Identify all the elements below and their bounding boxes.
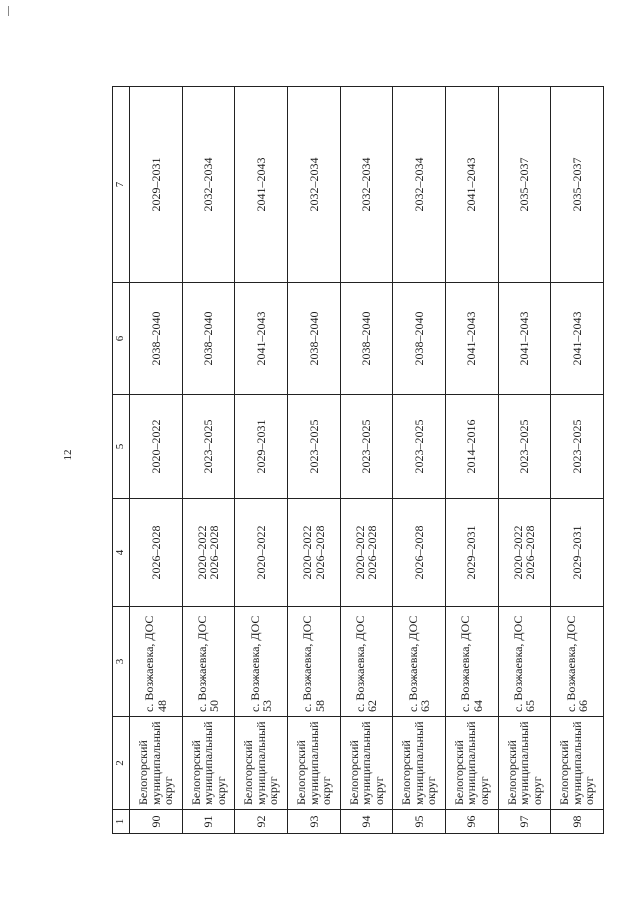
col4-period: 2026–2028 [148, 525, 163, 580]
col6-cell: 2038–2040 [130, 283, 183, 395]
col4-period: 2020–2022 [352, 525, 367, 580]
col6-cell: 2038–2040 [393, 283, 446, 395]
table-row [340, 87, 393, 834]
scan-mark [8, 6, 9, 16]
place-cell: с. Возжаевка, ДОС 58 [287, 607, 340, 717]
table-row [393, 87, 446, 834]
col7-cell: 2035–2037 [551, 87, 604, 283]
place-cell: с. Возжаевка, ДОС 62 [340, 607, 393, 717]
page-number: 12 [62, 449, 74, 461]
district-cell: Белогорский муниципальный округ [235, 717, 288, 810]
col5-cell: 2023–2025 [287, 395, 340, 499]
row-number: 95 [393, 810, 446, 834]
col5-cell: 2020–2022 [130, 395, 183, 499]
header-col-5: 5 [113, 395, 130, 499]
row-number: 92 [235, 810, 288, 834]
col5-cell: 2014–2016 [445, 395, 498, 499]
header-col-6: 6 [113, 283, 130, 395]
place-cell: с. Возжаевка, ДОС 53 [235, 607, 288, 717]
header-row [113, 87, 130, 834]
col4-period: 2020–2022 [194, 525, 209, 580]
row-number: 98 [551, 810, 604, 834]
row-number: 90 [130, 810, 183, 834]
col4-period: 2026–2028 [207, 525, 222, 580]
row-number: 93 [287, 810, 340, 834]
header-col-4: 4 [113, 499, 130, 607]
district-cell: Белогорский муниципальный округ [445, 717, 498, 810]
col6-cell: 2041–2043 [498, 283, 551, 395]
col6-cell: 2041–2043 [445, 283, 498, 395]
col5-cell: 2023–2025 [182, 395, 235, 499]
row-number: 96 [445, 810, 498, 834]
place-cell: с. Возжаевка, ДОС 65 [498, 607, 551, 717]
col7-cell: 2041–2043 [445, 87, 498, 283]
district-cell: Белогорский муниципальный округ [287, 717, 340, 810]
header-col-3: 3 [113, 607, 130, 717]
table-rotation [112, 87, 604, 834]
col4-period: 2026–2028 [312, 525, 327, 580]
col7-cell: 2029–2031 [130, 87, 183, 283]
col6-cell: 2038–2040 [287, 283, 340, 395]
district-cell: Белогорский муниципальный округ [130, 717, 183, 810]
col7-cell: 2032–2034 [393, 87, 446, 283]
col4-period: 2020–2022 [253, 525, 268, 580]
col4-period: 2026–2028 [365, 525, 380, 580]
table-row [130, 87, 183, 834]
col6-cell: 2038–2040 [182, 283, 235, 395]
col4-cell [393, 499, 446, 607]
col7-cell: 2032–2034 [182, 87, 235, 283]
district-cell: Белогорский муниципальный округ [551, 717, 604, 810]
col5-cell: 2029–2031 [235, 395, 288, 499]
col4-period: 2020–2022 [300, 525, 315, 580]
col4-cell [235, 499, 288, 607]
table-row [287, 87, 340, 834]
col4-cell [130, 499, 183, 607]
place-cell: с. Возжаевка, ДОС 48 [130, 607, 183, 717]
col7-cell: 2032–2034 [340, 87, 393, 283]
district-cell: Белогорский муниципальный округ [498, 717, 551, 810]
col4-period: 2026–2028 [411, 525, 426, 580]
col5-cell: 2023–2025 [498, 395, 551, 499]
district-cell: Белогорский муниципальный округ [340, 717, 393, 810]
table-row [445, 87, 498, 834]
schedule-table [112, 86, 604, 834]
table-row [551, 87, 604, 834]
col4-period: 2020–2022 [510, 525, 525, 580]
col6-cell: 2041–2043 [551, 283, 604, 395]
district-cell: Белогорский муниципальный округ [182, 717, 235, 810]
header-col-1: 1 [113, 810, 130, 834]
col7-cell: 2035–2037 [498, 87, 551, 283]
table-row [235, 87, 288, 834]
rotated-table-area [112, 87, 604, 834]
row-number: 94 [340, 810, 393, 834]
col7-cell: 2041–2043 [235, 87, 288, 283]
place-cell: с. Возжаевка, ДОС 50 [182, 607, 235, 717]
col4-cell [551, 499, 604, 607]
col4-cell [287, 499, 340, 607]
col4-period: 2029–2031 [569, 525, 584, 580]
place-cell: с. Возжаевка, ДОС 64 [445, 607, 498, 717]
col4-cell [340, 499, 393, 607]
table-body [130, 87, 604, 834]
col4-period: 2029–2031 [464, 525, 479, 580]
header-col-7: 7 [113, 87, 130, 283]
table-row [498, 87, 551, 834]
row-number: 91 [182, 810, 235, 834]
col5-cell: 2023–2025 [340, 395, 393, 499]
header-col-2: 2 [113, 717, 130, 810]
col4-cell [445, 499, 498, 607]
row-number: 97 [498, 810, 551, 834]
table-row [182, 87, 235, 834]
place-cell: с. Возжаевка, ДОС 66 [551, 607, 604, 717]
col6-cell: 2038–2040 [340, 283, 393, 395]
col4-cell [182, 499, 235, 607]
col7-cell: 2032–2034 [287, 87, 340, 283]
col5-cell: 2023–2025 [551, 395, 604, 499]
col6-cell: 2041–2043 [235, 283, 288, 395]
col4-period: 2026–2028 [523, 525, 538, 580]
col5-cell: 2023–2025 [393, 395, 446, 499]
district-cell: Белогорский муниципальный округ [393, 717, 446, 810]
place-cell: с. Возжаевка, ДОС 63 [393, 607, 446, 717]
table-header [113, 87, 130, 834]
col4-cell [498, 499, 551, 607]
